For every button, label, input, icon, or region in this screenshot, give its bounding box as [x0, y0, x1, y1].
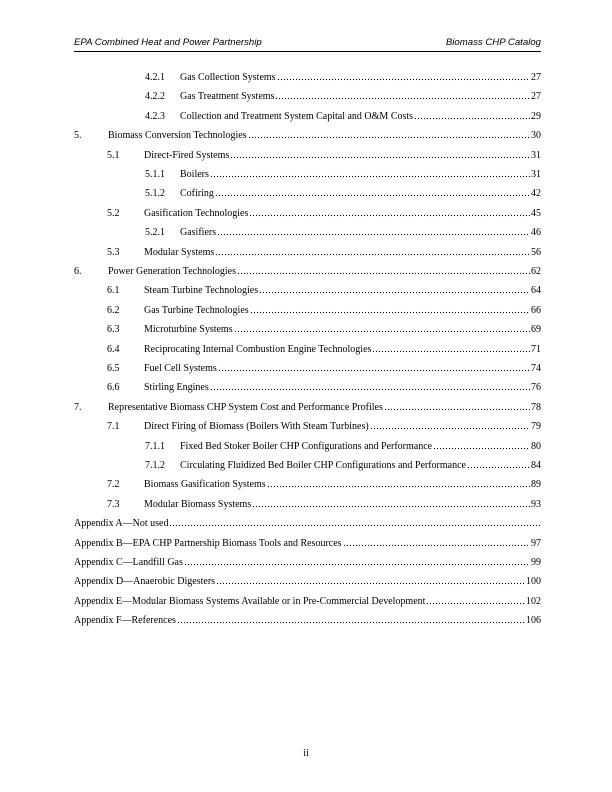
dot-leader: [215, 188, 530, 198]
toc-entry-title: Appendix A—Not used: [74, 518, 169, 530]
dot-leader: [210, 382, 530, 392]
toc-entry-number: 4.2.2: [145, 91, 165, 103]
toc-entry[interactable]: [107, 380, 541, 394]
dot-leader: [372, 344, 530, 354]
toc-entry[interactable]: [107, 322, 541, 336]
toc-entry[interactable]: [107, 303, 541, 317]
toc-entry-number: 5.3: [107, 246, 120, 258]
toc-entry-title: Power Generation Technologies: [108, 266, 236, 277]
toc-entry[interactable]: [145, 225, 541, 239]
toc-entry-page: 93: [531, 498, 541, 510]
toc-entry[interactable]: [74, 400, 541, 414]
toc-entry-number: 6.4: [107, 343, 120, 355]
toc-entry[interactable]: [107, 148, 541, 162]
dot-leader: [210, 169, 530, 179]
dot-leader: [234, 324, 530, 334]
toc-entry-page: 71: [531, 343, 541, 355]
toc-entry[interactable]: [107, 342, 541, 356]
toc-entry-number: 5.1: [107, 149, 120, 161]
dot-leader: [370, 421, 530, 431]
toc-entry-title: Appendix D—Anaerobic Digesters: [74, 576, 216, 588]
dot-leader: [249, 208, 530, 218]
toc-entry-page: 62: [531, 266, 541, 277]
toc-appendix-entry[interactable]: [74, 555, 541, 569]
dot-leader: [177, 615, 525, 625]
toc-entry-page: 84: [531, 460, 541, 471]
toc-entry-number: 6.: [74, 266, 82, 277]
toc-entry-page: 97: [531, 537, 541, 549]
toc-entry-number: 7.1.2: [145, 460, 165, 471]
toc-appendix-entry[interactable]: [74, 536, 541, 550]
toc-entry-number: 7.: [74, 401, 82, 413]
toc-entry-title: Gasifiers: [180, 227, 217, 239]
toc-entry-number: 6.3: [107, 324, 120, 336]
toc-entry-title: Modular Systems: [144, 246, 215, 258]
toc-entry-number: 7.1: [107, 421, 120, 433]
dot-leader: [259, 285, 530, 295]
dot-leader: [343, 538, 530, 548]
dot-leader: [184, 557, 530, 567]
toc-entry-page: 46: [531, 227, 541, 239]
toc-entry-page: 42: [531, 188, 541, 200]
toc-entry[interactable]: [74, 264, 541, 278]
toc-entry-number: 6.5: [107, 363, 120, 374]
toc-entry-page: 66: [531, 304, 541, 316]
dot-leader: [218, 363, 530, 373]
toc-entry-title: Cofiring: [180, 188, 214, 200]
toc-entry-number: 5.1.2: [145, 188, 165, 200]
toc-entry-number: 4.2.3: [145, 110, 165, 122]
toc-entry-title: Fuel Cell Systems: [144, 363, 217, 374]
toc-entry-number: 5.: [74, 130, 82, 142]
toc-entry-page: 27: [531, 91, 541, 103]
toc-entry-title: Steam Turbine Technologies: [144, 285, 259, 297]
dot-leader: [275, 91, 530, 101]
toc-entry-number: 5.1.1: [145, 169, 165, 180]
toc-entry-title: Appendix E—Modular Biomass Systems Available or in Pre-Commercial Development: [74, 595, 426, 607]
dot-leader: [252, 499, 530, 509]
toc-entry[interactable]: [145, 70, 541, 84]
toc-entry[interactable]: [145, 109, 541, 123]
toc-entry-number: 4.2.1: [145, 72, 165, 83]
toc-entry-page: 64: [531, 285, 541, 297]
toc-entry-page: 31: [531, 169, 541, 180]
toc-entry-page: 69: [531, 324, 541, 336]
toc-entry-title: Appendix F—References: [74, 615, 176, 627]
toc-entry-page: 78: [531, 401, 541, 413]
toc-entry[interactable]: [74, 128, 541, 142]
toc-entry-page: 45: [531, 207, 541, 219]
toc-entry-number: 7.3: [107, 498, 120, 510]
dot-leader: [267, 479, 530, 489]
toc-entry[interactable]: [107, 206, 541, 220]
toc-entry-title: Reciprocating Internal Combustion Engine Technologies: [144, 343, 372, 355]
dot-leader: [384, 402, 530, 412]
dot-leader: [169, 518, 540, 528]
dot-leader: [237, 266, 530, 276]
dot-leader: [216, 576, 525, 586]
header-left-title: EPA Combined Heat and Power Partnership: [74, 37, 262, 48]
toc-entry-title: Modular Biomass Systems: [144, 498, 252, 510]
toc-entry-title: Representative Biomass CHP System Cost and Performance Profiles: [108, 401, 383, 413]
header-right-title: Biomass CHP Catalog: [445, 37, 541, 48]
toc-entry[interactable]: [107, 497, 541, 511]
toc-entry-title: Biomass Gasification Systems: [144, 479, 266, 491]
toc-entry-page: 100: [526, 576, 541, 588]
toc-entry-page: 27: [531, 72, 541, 83]
toc-entry-title: Gas Collection Systems: [180, 72, 276, 83]
toc-entry-title: Direct-Fired Systems: [144, 149, 230, 161]
toc-entry-title: Biomass Conversion Technologies: [108, 130, 247, 142]
toc-entry[interactable]: [145, 439, 541, 453]
toc-entry-title: Gas Treatment Systems: [180, 91, 275, 103]
toc-entry[interactable]: [107, 361, 541, 375]
toc-entry-title: Boilers: [180, 169, 209, 180]
toc-appendix-entry[interactable]: [74, 516, 541, 530]
toc-entry-title: Microturbine Systems: [144, 324, 233, 336]
dot-leader: [250, 305, 530, 315]
toc-entry[interactable]: [145, 186, 541, 200]
toc-entry-page: 74: [531, 363, 541, 374]
toc-appendix-entry[interactable]: [74, 594, 541, 608]
toc-appendix-entry[interactable]: [74, 613, 541, 627]
toc-entry-number: 5.2: [107, 207, 120, 219]
toc-entry-page: 80: [531, 440, 541, 452]
toc-entry-title: Collection and Treatment System Capital and O&M Costs: [180, 110, 414, 122]
toc-entry-number: 6.2: [107, 304, 120, 316]
toc-entry[interactable]: [145, 167, 541, 181]
toc-entry-number: 6.6: [107, 382, 120, 394]
toc-entry-title: Gasification Technologies: [144, 207, 249, 219]
toc-entry[interactable]: [107, 419, 541, 433]
toc-entry-page: 30: [531, 130, 541, 142]
toc-entry-number: 5.2.1: [145, 227, 165, 239]
toc-entry-page: 99: [531, 557, 541, 568]
toc-entry-page: 102: [526, 595, 541, 607]
toc-entry-number: 7.2: [107, 479, 120, 491]
dot-leader: [230, 150, 530, 160]
toc-entry-title: Fixed Bed Stoker Boiler CHP Configurations and Performance: [180, 440, 433, 452]
toc-entry-title: Direct Firing of Biomass (Boilers With Steam Turbines): [144, 421, 369, 433]
page-number: ii: [303, 748, 309, 759]
toc-entry-number: 6.1: [107, 285, 120, 297]
toc-entry-title: Circulating Fluidized Bed Boiler CHP Configurations and Performance: [180, 460, 466, 471]
dot-leader: [248, 130, 530, 140]
toc-entry-page: 31: [531, 149, 541, 161]
toc-entry-page: 29: [531, 110, 541, 122]
page-header: [74, 37, 541, 52]
toc-entry-page: 56: [531, 246, 541, 258]
toc-entry[interactable]: [107, 283, 541, 297]
toc-entry-page: 76: [531, 382, 541, 394]
dot-leader: [217, 227, 530, 237]
dot-leader: [414, 111, 530, 121]
dot-leader: [277, 72, 530, 82]
toc-appendix-entry[interactable]: [74, 574, 541, 588]
toc-entry-page: 79: [531, 421, 541, 433]
toc-entry-page: 89: [531, 479, 541, 491]
toc-entry-title: Appendix B—EPA CHP Partnership Biomass Tools and Resources: [74, 537, 342, 549]
toc-entry[interactable]: [145, 89, 541, 103]
toc-entry-page: 106: [526, 615, 541, 627]
dot-leader: [215, 247, 530, 257]
toc-entry[interactable]: [145, 458, 541, 472]
toc-entry-title: Stirling Engines: [144, 382, 209, 394]
toc-entry-number: 7.1.1: [145, 440, 165, 452]
dot-leader: [426, 596, 525, 606]
toc-entry[interactable]: [107, 245, 541, 259]
toc-entry-title: Appendix C—Landfill Gas: [74, 557, 183, 568]
toc-entry[interactable]: [107, 477, 541, 491]
toc-entry-title: Gas Turbine Technologies: [144, 304, 249, 316]
dot-leader: [433, 441, 530, 451]
dot-leader: [467, 460, 530, 470]
